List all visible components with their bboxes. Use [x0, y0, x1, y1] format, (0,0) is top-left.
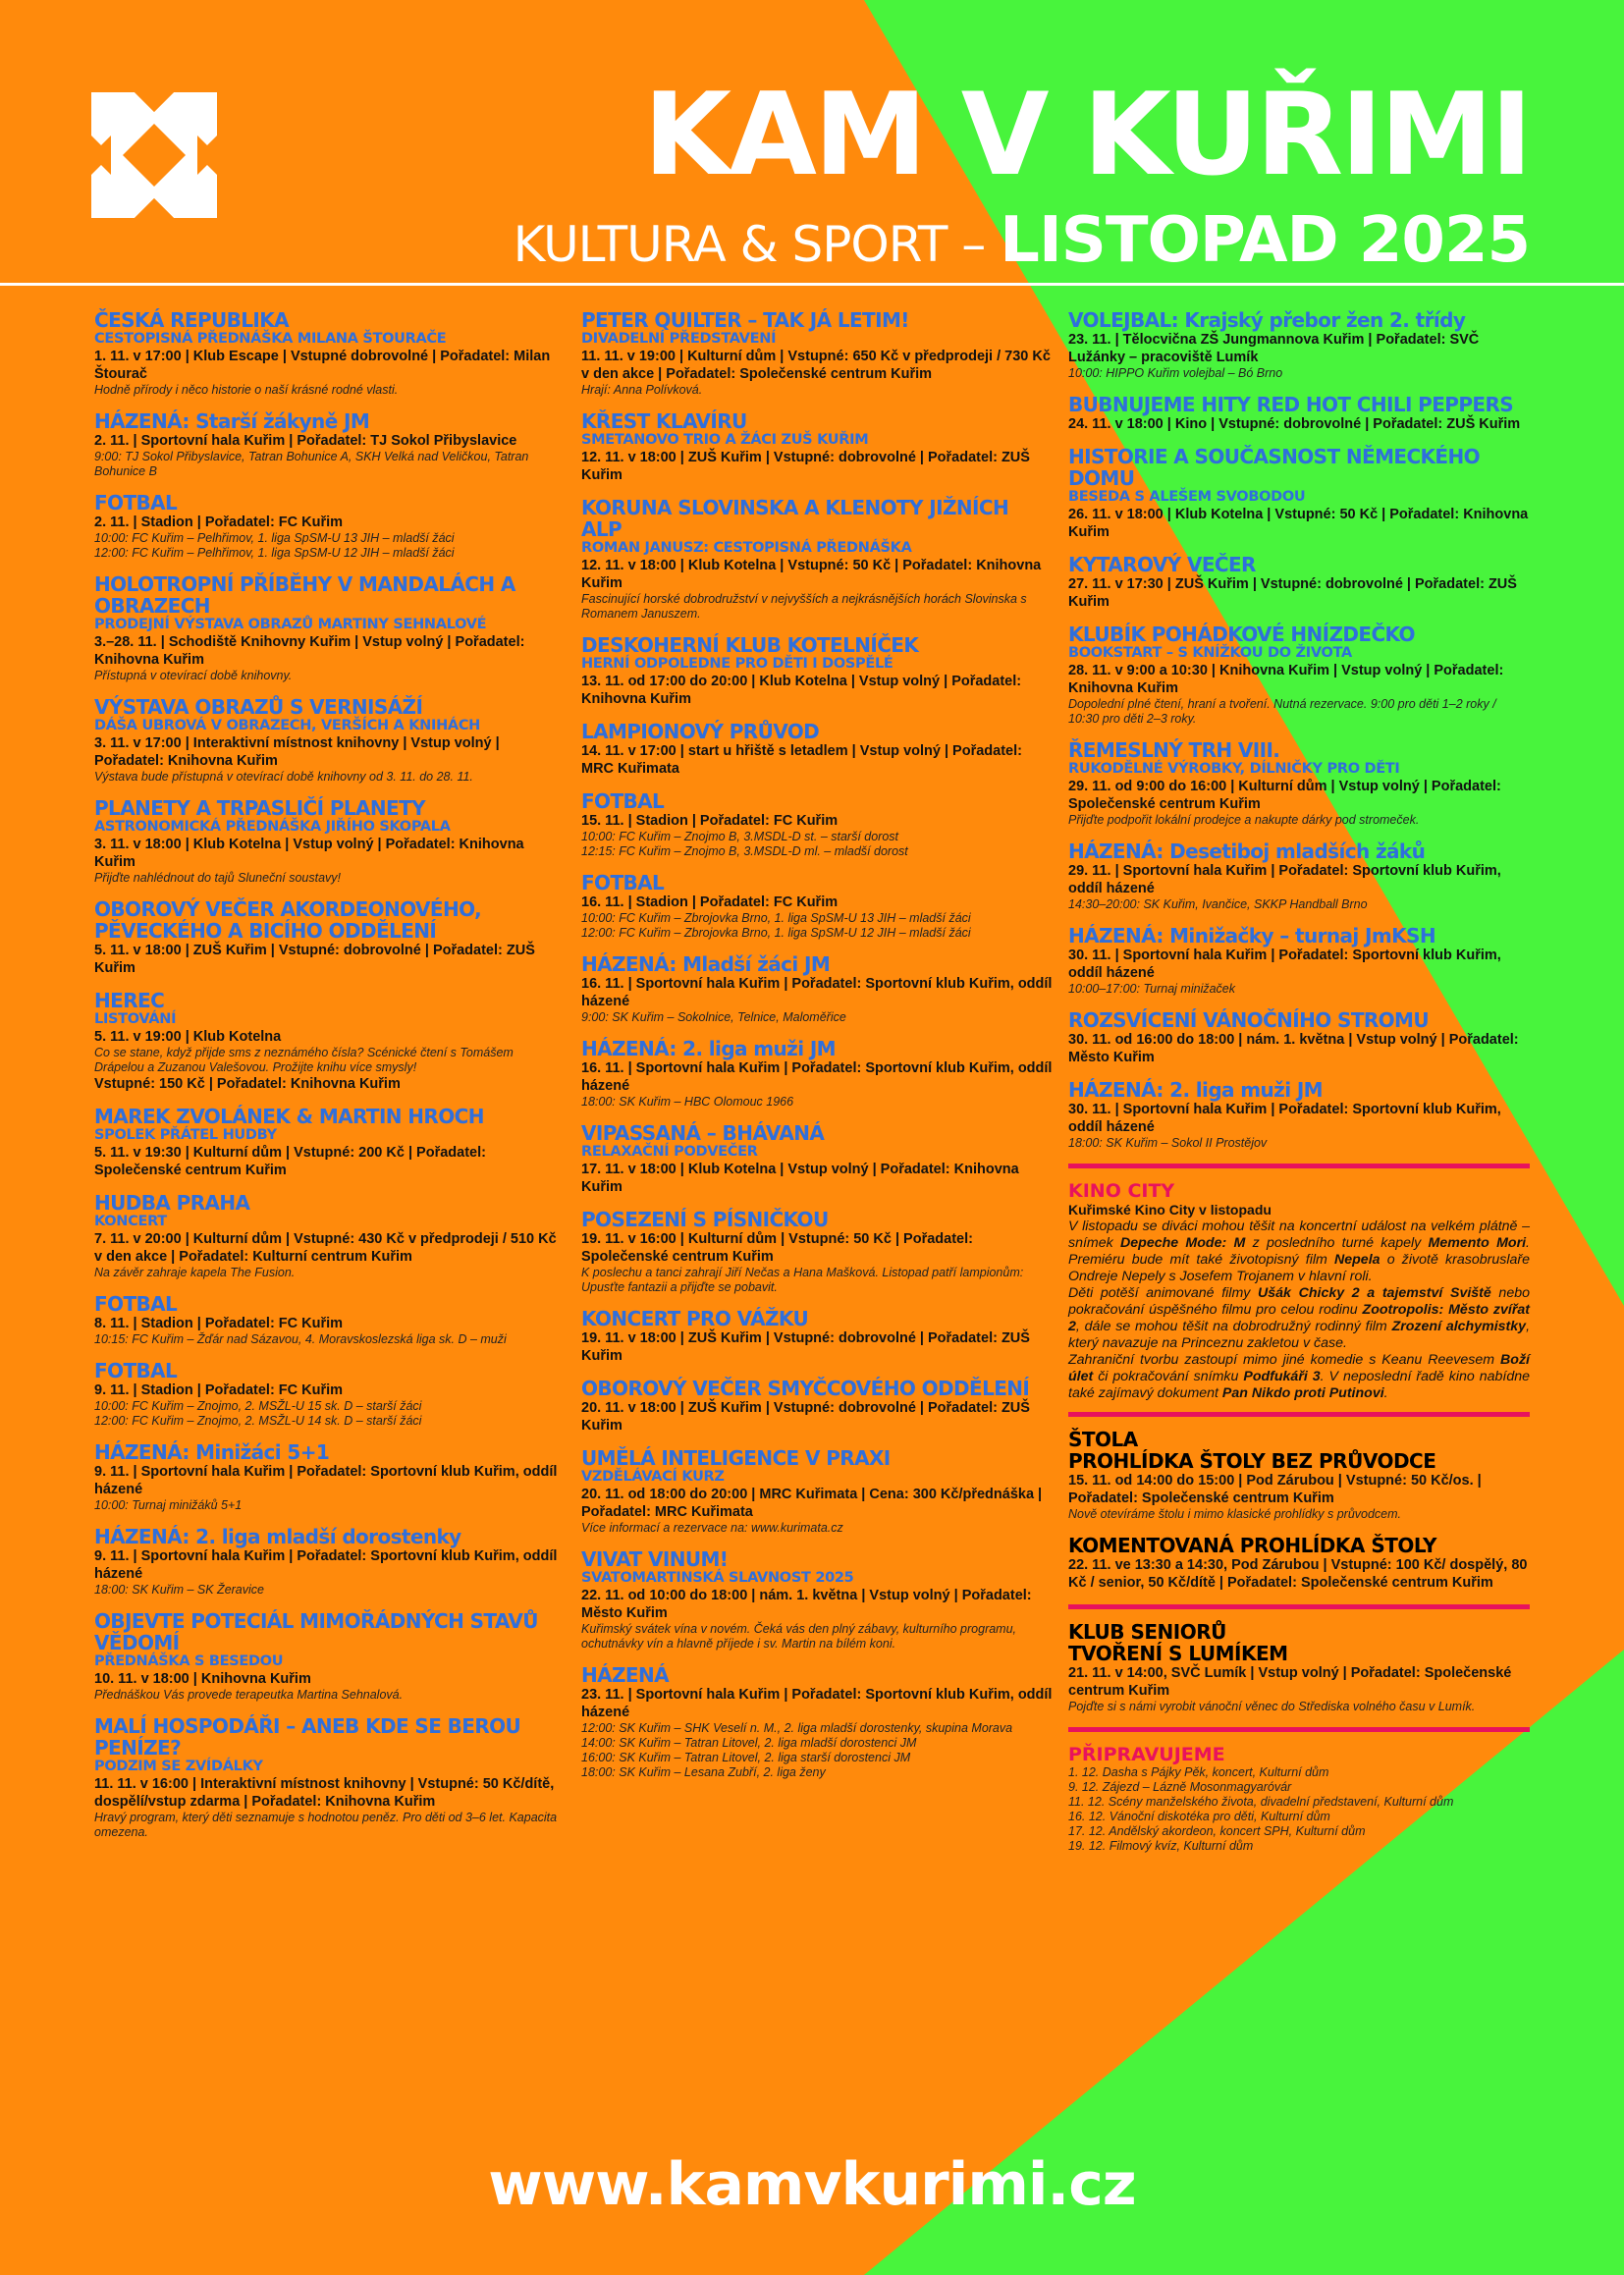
event-item — [1068, 446, 1530, 541]
event-note: Přístupná v otevírací době knihovny. — [94, 669, 293, 682]
event-title: KONCERT PRO VÁŽKU — [581, 1307, 809, 1330]
seniori-title: KLUB SENIORŮ — [1068, 1620, 1226, 1644]
event-info: 9. 11. | Sportovní hala Kuřim | Pořadatel: Sportovní klub Kuřim, oddíl házené — [94, 1548, 558, 1582]
event-title: HÁZENÁ: Desetiboj mladších žáků — [1068, 840, 1426, 863]
event-note: 10:00: FC Kuřim – Znojmo B, 3.MSDL-D st. – starší dorost 12:15: FC Kuřim – Znojmo B, 3.MSDL-D ml. – mladší dorost — [581, 830, 908, 858]
event-info: 26. 11. v 18:00 | Klub Kotelna | Vstupné: 50 Kč | Pořadatel: Knihovna Kuřim — [1068, 507, 1529, 540]
event-info: 5. 11. v 19:00 | Klub Kotelna — [94, 1029, 282, 1045]
event-info: 30. 11. | Sportovní hala Kuřim | Pořadatel: Sportovní klub Kuřim, oddíl házené — [1068, 948, 1501, 981]
event-item — [94, 696, 566, 785]
event-title: MALÍ HOSPODÁŘI – ANEB KDE SE BEROU PENÍZE? — [94, 1714, 521, 1760]
event-item — [94, 1360, 566, 1429]
event-subtitle: SVATOMARTINSKÁ SLAVNOST 2025 — [581, 1570, 854, 1586]
event-note: 10:00–17:00: Turnaj minižaček — [1068, 982, 1236, 996]
event-info: 5. 11. v 19:30 | Kulturní dům | Vstupné: 200 Kč | Pořadatel: Společenské centrum Kuřim — [94, 1145, 486, 1178]
events-column-2 — [581, 309, 1053, 1793]
event-item — [581, 872, 1053, 941]
event-title: HISTORIE A SOUČASNOST NĚMECKÉHO DOMU — [1068, 445, 1481, 490]
event-item — [94, 1441, 566, 1513]
event-title: HÁZENÁ: Mladší žáci JM — [581, 952, 831, 976]
seniori-note: Pojďte si s námi vyrobit vánoční věnec do Střediska volného času v Lumík. — [1068, 1700, 1476, 1713]
event-note: Hrají: Anna Polívková. — [581, 383, 703, 397]
event-note: 10:00: Turnaj minižáků 5+1 — [94, 1498, 243, 1512]
section-divider — [1068, 1727, 1530, 1732]
event-info: 9. 11. | Stadion | Pořadatel: FC Kuřim — [94, 1382, 344, 1398]
event-title: KŘEST KLAVÍRU — [581, 409, 747, 433]
event-item — [581, 953, 1053, 1025]
event-title: PETER QUILTER – TAK JÁ LETIM! — [581, 308, 909, 332]
event-note: 18:00: SK Kuřim – SK Žeravice — [94, 1583, 264, 1597]
event-item — [581, 1038, 1053, 1110]
event-item — [1068, 1009, 1530, 1066]
event-subtitle: VZDĚLÁVACÍ KURZ — [581, 1469, 725, 1485]
event-subtitle: RUKODĚLNÉ VÝROBKY, DÍLNIČKY PRO DĚTI — [1068, 761, 1400, 777]
event-item — [1068, 309, 1530, 381]
event-title: OBOROVÝ VEČER AKORDEONOVÉHO, PĚVECKÉHO A BICÍHO ODDĚLENÍ — [94, 897, 482, 943]
event-note: Přednáškou Vás provede terapeutka Martina Sehnalová. — [94, 1688, 404, 1702]
event-subtitle: DÁŠA UBROVÁ V OBRAZECH, VERŠÍCH A KNIHÁCH — [94, 718, 481, 733]
event-note: Co se stane, když přijde sms z neznámého čísla? Scénické čtení s Tomášem Drápelou a Zuzanou Valešovou. Prožijte knihu více smysly! — [94, 1046, 514, 1074]
event-info: 3. 11. v 17:00 | Interaktivní místnost knihovny | Vstup volný | Pořadatel: Knihovna Kuřim — [94, 735, 500, 769]
event-note: 12:00: SK Kuřim – SHK Veselí n. M., 2. liga mladší dorostenky, skupina Morava 14:00: SK Kuřim – Tatran Litovel, 2. liga mladší dorostenci JM 16:00: SK Kuřim – Tatran Litovel, 2. liga starší dorostenci JM 18:00: SK Kuřim – Lesana Zubří, 2. liga ženy — [581, 1721, 1013, 1779]
event-info: 15. 11. | Stadion | Pořadatel: FC Kuřim — [581, 813, 839, 829]
event-item — [94, 1293, 566, 1347]
event-note: 10:00: FC Kuřim – Znojmo, 2. MSŽL-U 15 sk. D – starší žáci 12:00: FC Kuřim – Znojmo, 2. MSŽL-U 14 sk. D – starší žáci — [94, 1399, 422, 1428]
pripravujeme-list — [1068, 1765, 1530, 1854]
event-title: HÁZENÁ: Starší žákyně JM — [94, 409, 370, 433]
pripravujeme-item: 9. 12. Zájezd – Lázně Mosonmagyaróvár — [1068, 1780, 1292, 1794]
event-info: 19. 11. v 18:00 | ZUŠ Kuřim | Vstupné: dobrovolné | Pořadatel: ZUŠ Kuřim — [581, 1330, 1030, 1364]
event-subtitle: KONCERT — [94, 1214, 167, 1229]
event-title: ROZSVÍCENÍ VÁNOČNÍHO STROMU — [1068, 1008, 1430, 1032]
stola-info: 15. 11. od 14:00 do 15:00 | Pod Zárubou | Vstupné: 50 Kč/os. | Pořadatel: Společenské centrum Kuřim — [1068, 1473, 1482, 1506]
event-note: Více informací a rezervace na: www.kurimata.cz — [581, 1521, 843, 1535]
event-info: 30. 11. od 16:00 do 18:00 | nám. 1. května | Vstup volný | Pořadatel: Město Kuřim — [1068, 1032, 1519, 1065]
event-title: FOTBAL — [581, 871, 665, 894]
event-item — [581, 1447, 1053, 1536]
event-info: 16. 11. | Stadion | Pořadatel: FC Kuřim — [581, 894, 839, 910]
event-note: 10:15: FC Kuřim – Žďár nad Sázavou, 4. Moravskoslezská liga sk. D – muži — [94, 1332, 507, 1346]
event-note: Na závěr zahraje kapela The Fusion. — [94, 1266, 296, 1279]
event-title: OBOROVÝ VEČER SMYČCOVÉHO ODDĚLENÍ — [581, 1377, 1030, 1400]
pripravujeme-title: PŘIPRAVUJEME — [1068, 1744, 1225, 1765]
event-title: PLANETY A TRPASLIČÍ PLANETY — [94, 796, 426, 820]
event-item — [94, 1526, 566, 1598]
event-subtitle: HERNÍ ODPOLEDNE PRO DĚTI I DOSPĚLÉ — [581, 656, 893, 672]
event-subtitle: PODZIM SE ZVÍDÁLKY — [94, 1759, 263, 1774]
event-item — [581, 1548, 1053, 1652]
event-note: 10:00: HIPPO Kuřim volejbal – Bó Brno — [1068, 366, 1283, 380]
event-subtitle: ASTRONOMICKÁ PŘEDNÁŠKA JIŘÍHO SKOPALA — [94, 819, 451, 835]
event-note: Dopolední plné čtení, hraní a tvoření. Nutná rezervace. 9:00 pro děti 1–2 roky / 10:30 pro děti 2–3 roky. — [1068, 697, 1496, 726]
kino-paragraph-1: V listopadu se diváci mohou těšit na koncertní událost na velkém plátně – snímek Depeche Mode: M z posledního turné kapely Memento Mori. Premiéru bude mít také životopisný film Nepela o životě krasobruslaře Ondreje Nepely s Josefem Trojanem v hlavní roli. — [1068, 1219, 1530, 1284]
event-info: Vstupné: 150 Kč | Pořadatel: Knihovna Kuřim — [94, 1076, 401, 1092]
event-info: 8. 11. | Stadion | Pořadatel: FC Kuřim — [94, 1316, 344, 1331]
event-item — [94, 1106, 566, 1179]
pripravujeme-item: 1. 12. Dasha s Pájky Pěk, koncert, Kulturní dům — [1068, 1765, 1329, 1779]
event-title: KYTAROVÝ VEČER — [1068, 553, 1256, 576]
event-info: 17. 11. v 18:00 | Klub Kotelna | Vstup volný | Pořadatel: Knihovna Kuřim — [581, 1162, 1019, 1195]
page-subtitle — [514, 206, 1530, 292]
event-info: 28. 11. v 9:00 a 10:30 | Knihovna Kuřim | Vstup volný | Pořadatel: Knihovna Kuřim — [1068, 663, 1504, 696]
event-note: Fascinující horské dobrodružství v nejvyšších a nejkrásnějších horách Slovinska s Romanem Januszem. — [581, 592, 1027, 621]
event-item — [581, 497, 1053, 622]
event-title: HOLOTROPNÍ PŘÍBĚHY V MANDALÁCH A OBRAZECH — [94, 572, 515, 618]
event-info: 1. 11. v 17:00 | Klub Escape | Vstupné dobrovolné | Pořadatel: Milan Štourač — [94, 349, 551, 382]
event-info: 29. 11. od 9:00 do 16:00 | Kulturní dům | Vstup volný | Pořadatel: Společenské centrum Kuřim — [1068, 779, 1501, 812]
event-item — [1068, 623, 1530, 727]
kino-paragraph-3: Zahraniční tvorbu zastoupí mimo jiné komedie s Keanu Reevesem Boží úlet či pokračování snímku Podfukáři 3. V neposlední řadě kino nabídne také zajímavý dokument Pan Nikdo proti Putinovi. — [1068, 1352, 1531, 1401]
event-note: 9:00: TJ Sokol Přibyslavice, Tatran Bohunice A, SKH Velká nad Veličkou, Tatran Bohunice B — [94, 450, 529, 478]
event-note: Hravý program, který děti seznamuje s hodnotou peněz. Pro děti od 3–6 let. Kapacita omezena. — [94, 1811, 558, 1839]
event-title: HÁZENÁ — [581, 1663, 669, 1687]
event-info: 23. 11. | Tělocvična ZŠ Jungmannova Kuřim | Pořadatel: SVČ Lužánky – pracoviště Lumík — [1068, 332, 1480, 365]
event-item — [581, 1308, 1053, 1365]
event-info: 10. 11. v 18:00 | Knihovna Kuřim — [94, 1671, 311, 1687]
event-item — [1068, 1079, 1530, 1151]
seniori-section — [1068, 1621, 1530, 1714]
seniori-subtitle: TVOŘENÍ S LUMÍKEM — [1068, 1642, 1288, 1665]
komentovana-section — [1068, 1535, 1530, 1592]
event-item — [581, 1122, 1053, 1196]
pripravujeme-item: 16. 12. Vánoční diskotéka pro děti, Kulturní dům — [1068, 1810, 1330, 1823]
event-item — [581, 634, 1053, 708]
event-item — [581, 721, 1053, 778]
section-divider — [1068, 1604, 1530, 1609]
event-title: FOTBAL — [94, 491, 178, 515]
event-item — [581, 309, 1053, 398]
event-item — [1068, 840, 1530, 912]
event-title: VIVAT VINUM! — [581, 1547, 729, 1571]
event-title: VOLEJBAL: Krajský přebor žen 2. třídy — [1068, 308, 1466, 332]
komentovana-title: KOMENTOVANÁ PROHLÍDKA ŠTOLY — [1068, 1534, 1436, 1557]
event-note: 18:00: SK Kuřim – HBC Olomouc 1966 — [581, 1095, 794, 1109]
event-info: 19. 11. v 16:00 | Kulturní dům | Vstupné: 50 Kč | Pořadatel: Společenské centrum Kuřim — [581, 1231, 973, 1265]
events-column-1 — [94, 309, 566, 1853]
event-info: 29. 11. | Sportovní hala Kuřim | Pořadatel: Sportovní klub Kuřim, oddíl házené — [1068, 863, 1501, 896]
event-item — [1068, 394, 1530, 433]
event-item — [94, 410, 566, 479]
event-item — [1068, 925, 1530, 997]
events-list-3 — [1068, 309, 1530, 1151]
event-title: HÁZENÁ: Minižáci 5+1 — [94, 1440, 330, 1464]
event-item — [94, 990, 566, 1093]
event-subtitle: SPOLEK PŘÁTEL HUDBY — [94, 1127, 277, 1143]
pripravujeme-item: 17. 12. Andělský akordeon, koncert SPH, Kulturní dům — [1068, 1824, 1366, 1838]
event-item — [581, 1209, 1053, 1295]
event-title: FOTBAL — [94, 1359, 178, 1382]
event-title: POSEZENÍ S PÍSNIČKOU — [581, 1208, 829, 1231]
event-title: KORUNA SLOVINSKA A KLENOTY JIŽNÍCH ALP — [581, 496, 1009, 541]
pripravujeme-item: 11. 12. Scény manželského života, divadelní představení, Kulturní dům — [1068, 1795, 1454, 1809]
event-item — [581, 410, 1053, 484]
section-divider — [1068, 1164, 1530, 1168]
event-title: KLUBÍK POHÁDKOVÉ HNÍZDEČKO — [1068, 623, 1415, 646]
event-info: 12. 11. v 18:00 | Klub Kotelna | Vstupné: 50 Kč | Pořadatel: Knihovna Kuřim — [581, 558, 1042, 591]
kino-paragraph-2: Děti potěší animované filmy Ušák Chicky 2 a tajemství Sviště nebo pokračování úspěšného filmu pro celou rodinu Zootropolis: Město zvířat 2, dále se mohou těšit na dobrodružný rodinný film Zrození alchymistky, který navazuje na Princeznu zakletou v čase. — [1068, 1285, 1531, 1351]
event-note: Přijďte nahlédnout do tajů Sluneční soustavy! — [94, 871, 342, 885]
event-info: 20. 11. v 18:00 | ZUŠ Kuřim | Vstupné: dobrovolné | Pořadatel: ZUŠ Kuřim — [581, 1400, 1030, 1434]
event-item — [94, 309, 566, 398]
event-title: VÝSTAVA OBRAZŮ S VERNISÁŽÍ — [94, 695, 423, 719]
page-title: KAM V KUŘIMI — [643, 69, 1530, 201]
event-info: 13. 11. od 17:00 do 20:00 | Klub Kotelna | Vstup volný | Pořadatel: Knihovna Kuřim — [581, 674, 1022, 707]
event-info: 3. 11. v 18:00 | Klub Kotelna | Vstup volný | Pořadatel: Knihovna Kuřim — [94, 837, 524, 870]
event-title: HUDBA PRAHA — [94, 1191, 250, 1215]
event-info: 22. 11. od 10:00 do 18:00 | nám. 1. května | Vstup volný | Pořadatel: Město Kuřim — [581, 1588, 1032, 1621]
event-note: 10:00: FC Kuřim – Pelhřimov, 1. liga SpSM-U 13 JIH – mladší žáci 12:00: FC Kuřim – Pelhřimov, 1. liga SpSM-U 12 JIH – mladší žáci — [94, 531, 455, 560]
event-info: 3.–28. 11. | Schodiště Knihovny Kuřim | Vstup volný | Pořadatel: Knihovna Kuřim — [94, 634, 525, 668]
event-subtitle: BESEDA S ALEŠEM SVOBODOU — [1068, 489, 1306, 505]
event-info: 16. 11. | Sportovní hala Kuřim | Pořadatel: Sportovní klub Kuřim, oddíl házené — [581, 1060, 1053, 1094]
event-title: ŘEMESLNÝ TRH VIII. — [1068, 738, 1280, 762]
event-info: 23. 11. | Sportovní hala Kuřim | Pořadatel: Sportovní klub Kuřim, oddíl házené — [581, 1687, 1053, 1720]
event-subtitle: RELAXAČNÍ PODVEČER — [581, 1144, 758, 1160]
event-note: K poslechu a tanci zahrají Jiří Nečas a Hana Mašková. Listopad patří lampionům: Upusťte fantazii a přijďte se pobavit. — [581, 1266, 1024, 1294]
komentovana-info: 22. 11. ve 13:30 a 14:30, Pod Zárubou | Vstupné: 100 Kč/ dospělý, 80 Kč / senior, 50 Kč/dítě | Pořadatel: Společenské centrum Kuřim — [1068, 1557, 1528, 1591]
event-item — [581, 790, 1053, 859]
event-item — [1068, 554, 1530, 611]
events-column-3 — [1068, 309, 1530, 1854]
event-item — [581, 1664, 1053, 1780]
event-info: 14. 11. v 17:00 | start u hřiště s letadlem | Vstup volný | Pořadatel: MRC Kuřimata — [581, 743, 1022, 777]
kino-subtitle: Kuřimské Kino City v listopadu — [1068, 1202, 1272, 1218]
event-title: HÁZENÁ: 2. liga muži JM — [1068, 1078, 1323, 1102]
event-note: 9:00: SK Kuřim – Sokolnice, Telnice, Maloměřice — [581, 1010, 846, 1024]
event-title: OBJEVTE POTECIÁL MIMOŘÁDNÝCH STAVŮ VĚDOMÍ — [94, 1609, 538, 1654]
kino-section — [1068, 1180, 1530, 1402]
event-subtitle: BOOKSTART – S KNÍŽKOU DO ŽIVOTA — [1068, 645, 1352, 661]
event-info: 27. 11. v 17:30 | ZUŠ Kuřim | Vstupné: dobrovolné | Pořadatel: ZUŠ Kuřim — [1068, 576, 1517, 610]
event-note: Hodně přírody i něco historie o naší krásné rodné vlasti. — [94, 383, 399, 397]
event-info: 2. 11. | Sportovní hala Kuřim | Pořadatel: TJ Sokol Přibyslavice — [94, 433, 517, 449]
event-title: VIPASSANÁ – BHÁVANÁ — [581, 1121, 825, 1145]
stola-subtitle: PROHLÍDKA ŠTOLY BEZ PRŮVODCE — [1068, 1449, 1436, 1473]
subtitle-month: LISTOPAD 2025 — [1000, 204, 1530, 277]
subtitle-light: KULTURA & SPORT – — [513, 216, 1001, 273]
stola-section — [1068, 1429, 1530, 1522]
event-title: MAREK ZVOLÁNEK & MARTIN HROCH — [94, 1105, 484, 1128]
event-subtitle: PŘEDNÁŠKA S BESEDOU — [94, 1653, 284, 1669]
event-item — [1068, 739, 1530, 828]
event-title: HÁZENÁ: 2. liga muži JM — [581, 1037, 836, 1060]
event-title: HÁZENÁ: Minižačky – turnaj JmKSH — [1068, 924, 1435, 948]
pripravujeme-item: 19. 12. Filmový kvíz, Kulturní dům — [1068, 1839, 1254, 1853]
seniori-info: 21. 11. v 14:00, SVČ Lumík | Vstup volný | Pořadatel: Společenské centrum Kuřim — [1068, 1665, 1512, 1699]
event-item — [94, 492, 566, 561]
event-info: 9. 11. | Sportovní hala Kuřim | Pořadatel: Sportovní klub Kuřim, oddíl házené — [94, 1464, 558, 1497]
event-item — [94, 1192, 566, 1280]
event-subtitle: CESTOPISNÁ PŘEDNÁŠKA MILANA ŠTOURAČE — [94, 331, 447, 347]
event-title: BUBNUJEME HITY RED HOT CHILI PEPPERS — [1068, 393, 1514, 416]
event-info: 11. 11. v 16:00 | Interaktivní místnost knihovny | Vstupné: 50 Kč/dítě, dospělí/vstup zdarma | Pořadatel: Knihovna Kuřim — [94, 1776, 555, 1810]
event-info: 30. 11. | Sportovní hala Kuřim | Pořadatel: Sportovní klub Kuřim, oddíl házené — [1068, 1102, 1501, 1135]
event-info: 2. 11. | Stadion | Pořadatel: FC Kuřim — [94, 515, 344, 530]
stola-note: Nově otevíráme štolu i mimo klasické prohlídky s průvodcem. — [1068, 1507, 1402, 1521]
event-note: Kuřimský svátek vína v novém. Čeká vás den plný zábavy, kulturního programu, ochutnávky vín a hlavně příjede i sv. Martin na bílém koni. — [581, 1622, 1017, 1651]
event-title: ČESKÁ REPUBLIKA — [94, 308, 290, 332]
pripravujeme-section — [1068, 1744, 1530, 1854]
event-subtitle: DIVADELNÍ PŘEDSTAVENÍ — [581, 331, 777, 347]
event-note: Přijďte podpořit lokální prodejce a nakupte dárky pod stromeček. — [1068, 813, 1420, 827]
event-subtitle: ROMAN JANUSZ: CESTOPISNÁ PŘEDNÁŠKA — [581, 540, 912, 556]
event-item — [94, 1715, 566, 1840]
event-note: 14:30–20:00: SK Kuřim, Ivančice, SKKP Handball Brno — [1068, 897, 1368, 911]
kino-title: KINO CITY — [1068, 1180, 1175, 1202]
kam-v-kurimi-logo-icon — [91, 92, 217, 218]
website-link[interactable]: www.kamvkurimi.cz — [488, 2150, 1136, 2219]
event-note: 10:00: FC Kuřim – Zbrojovka Brno, 1. liga SpSM-U 13 JIH – mladší žáci 12:00: FC Kuřim – Zbrojovka Brno, 1. liga SpSM-U 12 JIH – mladší žáci — [581, 911, 971, 940]
event-title: HEREC — [94, 989, 165, 1012]
section-divider — [1068, 1412, 1530, 1417]
event-item — [581, 1378, 1053, 1435]
event-subtitle: LISTOVÁNÍ — [94, 1011, 177, 1027]
event-title: FOTBAL — [581, 789, 665, 813]
event-info: 11. 11. v 19:00 | Kulturní dům | Vstupné: 650 Kč v předprodeji / 730 Kč v den akce | Pořadatel: Společenské centrum Kuřim — [581, 349, 1051, 382]
event-info: 7. 11. v 20:00 | Kulturní dům | Vstupné: 430 Kč v předprodeji / 510 Kč v den akce | Pořadatel: Kulturní centrum Kuřim — [94, 1231, 557, 1265]
event-title: FOTBAL — [94, 1292, 178, 1316]
event-item — [94, 898, 566, 977]
event-info: 12. 11. v 18:00 | ZUŠ Kuřim | Vstupné: dobrovolné | Pořadatel: ZUŠ Kuřim — [581, 450, 1030, 483]
event-info: 20. 11. od 18:00 do 20:00 | MRC Kuřimata | Cena: 300 Kč/přednáška | Pořadatel: MRC Kuřimata — [581, 1487, 1043, 1520]
event-item — [94, 797, 566, 886]
event-note: 18:00: SK Kuřim – Sokol II Prostějov — [1068, 1136, 1268, 1150]
event-item — [94, 1610, 566, 1703]
header-divider — [0, 283, 1624, 286]
event-info: 24. 11. v 18:00 | Kino | Vstupné: dobrovolné | Pořadatel: ZUŠ Kuřim — [1068, 416, 1521, 432]
event-subtitle: SMETANOVO TRIO A ŽÁCI ZUŠ KUŘIM — [581, 432, 869, 448]
event-info: 5. 11. v 18:00 | ZUŠ Kuřim | Vstupné: dobrovolné | Pořadatel: ZUŠ Kuřim — [94, 943, 535, 976]
event-item — [94, 573, 566, 683]
event-title: HÁZENÁ: 2. liga mladší dorostenky — [94, 1525, 461, 1548]
event-title: UMĚLÁ INTELIGENCE V PRAXI — [581, 1446, 891, 1470]
event-title: LAMPIONOVÝ PRŮVOD — [581, 720, 820, 743]
event-note: Výstava bude přístupná v otevírací době knihovny od 3. 11. do 28. 11. — [94, 770, 473, 784]
event-title: DESKOHERNÍ KLUB KOTELNÍČEK — [581, 633, 919, 657]
event-info: 16. 11. | Sportovní hala Kuřim | Pořadatel: Sportovní klub Kuřim, oddíl házené — [581, 976, 1053, 1009]
stola-title: ŠTOLA — [1068, 1428, 1138, 1451]
event-subtitle: PRODEJNÍ VÝSTAVA OBRAZŮ MARTINY SEHNALOVÉ — [94, 617, 487, 632]
